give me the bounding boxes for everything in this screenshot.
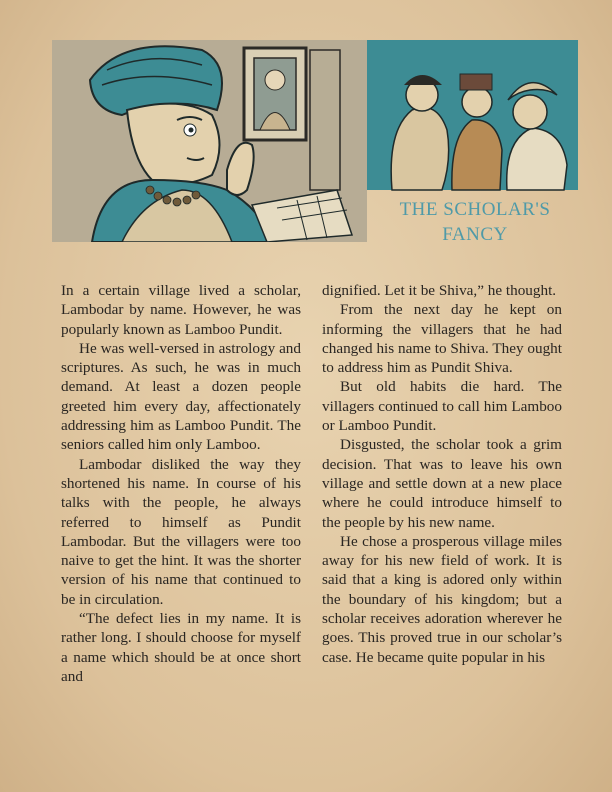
story-title-line-2: FANCY (442, 224, 508, 245)
paragraph: From the next day he kept on informing the villagers that he had changed his name to Shiva. They ought to address him as Pundit Shiva. (322, 301, 562, 377)
paragraph: Disgusted, the scholar took a grim decision. That was to leave his own village and settle down at a new place where he could introduce himself to the people by his new name. (322, 436, 562, 531)
left-text-column (61, 281, 301, 686)
story-title (360, 197, 590, 247)
paragraph: He was well-versed in astrology and scriptures. As such, he was in much demand. At least a dozen people greeted him every day, affectionately addressing him as Lamboo Pundit. The seniors called him only Lamboo. (61, 339, 301, 454)
paragraph: In a certain village lived a scholar, Lambodar by name. However, he was popularly known as Lamboo Pundit. (61, 282, 301, 338)
paragraph: But old habits die hard. The villagers continued to call him Lamboo or Lamboo Pundit. (322, 378, 562, 435)
paragraph: “The defect lies in my name. It is rather long. I should choose for myself a name which should be at once short and (61, 610, 301, 685)
paragraph: Lambodar disliked the way they shortened his name. In course of his talks with the people, he always referred to himself as Pundit Lambodar. But the villagers were too naive to get the hint. It was the shorter version of his name that continued to be in circulation. (61, 455, 301, 608)
story-title-line-1: THE SCHOLAR'S (399, 199, 551, 220)
paragraph: He chose a prosperous village miles away for his new field of work. It is said that a king is adored only within the boundary of his kingdom; but a scholar receives adoration wherever he goes. This proved true in our scholar’s case. He became quite popular in his (322, 532, 562, 666)
paragraph: dignified. Let it be Shiva,” he thought. (322, 282, 557, 299)
right-text-column (322, 281, 562, 667)
